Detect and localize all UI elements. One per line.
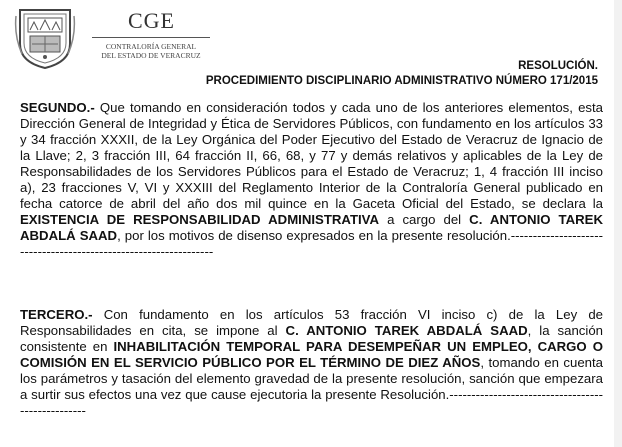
paragraph-text: , la sanción consistente en [20, 323, 603, 354]
org-full-name [92, 42, 210, 60]
sanction-text: INHABILITACIÓN TEMPORAL PARA DESEMPEÑAR UN EMPLEO, CARGO O COMISIÓN EN EL SERVICIO PÚBLICO POR EL TÉRMINO DE DIEZ AÑOS [20, 339, 603, 370]
paragraph-text: , tomando en cuenta los parámetros y tasación del elemento gravedad de la presente resolución, sanción que empezara a surtir sus efectos una vez que cause ejecutoria la presente Resolución.-------------------------------------------------- [20, 355, 603, 418]
org-name-line-1: CONTRALORÍA GENERAL [105, 42, 197, 51]
paragraph-segundo [20, 100, 603, 260]
person-name: C. ANTONIO TAREK ABDALÁ SAAD [285, 323, 528, 338]
page-edge [614, 0, 622, 447]
paragraph-tercero [20, 307, 603, 419]
document-type: RESOLUCIÓN. [518, 60, 598, 72]
veracruz-state-seal-logo [14, 6, 76, 70]
header-divider [92, 37, 210, 38]
paragraph-text: Con fundamento en los artículos 53 fracción VI inciso c) de la Ley de Responsabilidades en cita, se impone al [20, 307, 603, 338]
paragraph-text: Que tomando en consideración todos y cada uno de los anteriores elementos, esta Dirección General de Integridad y Ética de Servidores Públicos, con fundamento en los artículos 33 y 34 fracción XXXII, de la Ley Orgánica del Poder Ejecutivo del Estado de Veracruz de Ignacio de la Llave; 2, 3 fracción III, 64 fracción II, 66, 68, y 77 y demás relativos y aplicables de la Ley de Responsabilidades de los Servidores Públicos para el Estado de Veracruz; 1, 4 fracción III inciso a), 23 fracciones V, VI y XXXIII del Reglamento Interior de la Contraloría General publicado en fecha catorce de abril del año dos mil quince en la Gaceta Oficial del Estado, se declara la [20, 100, 603, 211]
org-name-line-2: DEL ESTADO DE VERACRUZ [101, 51, 201, 60]
paragraph-text: , por los motivos de disenso expresados en la presente resolución.----------------------------------------------------------------- [20, 228, 603, 259]
paragraph-heading: SEGUNDO.- [20, 100, 95, 115]
bold-text: EXISTENCIA DE RESPONSABILIDAD ADMINISTRATIVA [20, 212, 380, 227]
person-name: C. ANTONIO TAREK ABDALÁ SAAD [20, 212, 603, 243]
paragraph-heading: TERCERO.- [20, 307, 93, 322]
org-abbreviation: CGE [128, 8, 175, 33]
paragraph-text: a cargo del [379, 212, 470, 227]
procedure-number: PROCEDIMIENTO DISCIPLINARIO ADMINISTRATIVO NÚMERO 171/2015 [205, 75, 598, 87]
